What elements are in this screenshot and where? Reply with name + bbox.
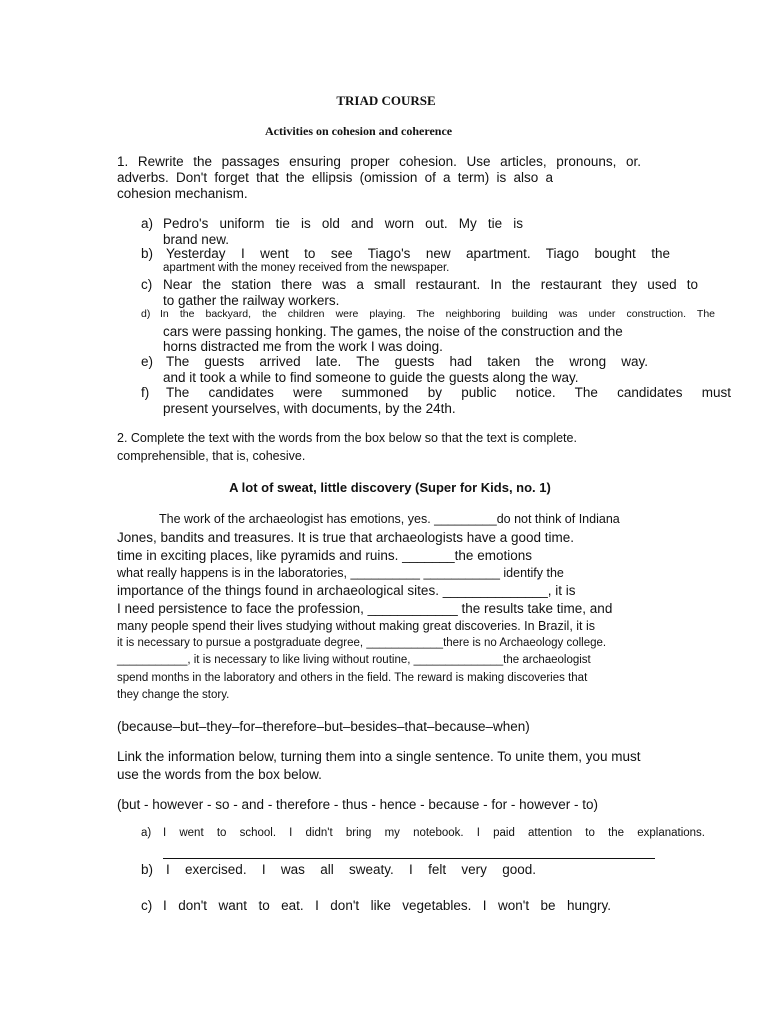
item-text: and it took a while to find someone to guide the guests along the way. <box>163 370 579 385</box>
item-text: to gather the railway workers. <box>163 293 340 308</box>
item-text: present yourselves, with documents, by the 24th. <box>163 401 456 416</box>
item-text: Near the station there was a small restaurant. In the restaurant they used to <box>163 277 698 292</box>
passage-line: I need persistence to face the profession, ____________ the results take time, and <box>117 601 613 616</box>
item-label: b) <box>141 862 154 877</box>
exercise3-word-box: (but - however - so - and - therefore - thus - hence - because - for - however - to) <box>117 797 598 812</box>
document-subtitle: Activities on cohesion and coherence <box>265 124 453 138</box>
item-text: brand new. <box>163 232 230 247</box>
item-label: b) <box>141 246 154 261</box>
item-label: f) <box>141 385 150 400</box>
item-label: c) <box>141 898 153 913</box>
item-text: cars were passing honking. The games, the noise of the construction and the <box>163 324 623 339</box>
passage-line: it is necessary to pursue a postgraduate degree, ____________there is no Archaeology college. <box>117 637 607 649</box>
item-text: I went to school. I didn't bring my notebook. I paid attention to the explanations. <box>163 827 705 839</box>
item-label: d) <box>141 308 151 320</box>
exercise3-instructions-line-1: Link the information below, turning them into a single sentence. To unite them, you must <box>117 749 641 764</box>
exercise1-instructions-line-1: 1. Rewrite the passages ensuring proper cohesion. Use articles, pronouns, or. <box>117 154 641 169</box>
exercise3-instructions-line-2: use the words from the box below. <box>117 767 322 782</box>
item-text: The candidates were summoned by public notice. The candidates must <box>166 385 731 400</box>
passage-line: they change the story. <box>117 689 230 701</box>
item-text: In the backyard, the children were playing. The neighboring building was under construction. The <box>160 308 715 320</box>
passage-line: Jones, bandits and treasures. It is true that archaeologists have a good time. <box>117 530 575 545</box>
item-text: horns distracted me from the work I was doing. <box>163 339 443 354</box>
passage-line: importance of the things found in archaeological sites. ______________, it is <box>117 583 576 598</box>
passage-line: time in exciting places, like pyramids and ruins. _______the emotions <box>117 548 532 563</box>
item-text: I exercised. I was all sweaty. I felt very good. <box>166 862 536 877</box>
item-label: a) <box>141 216 154 231</box>
item-text: Yesterday I went to see Tiago's new apartment. Tiago bought the <box>166 246 670 261</box>
item-label: a) <box>141 827 152 839</box>
item-text: I don't want to eat. I don't like vegetables. I won't be hungry. <box>163 898 611 913</box>
passage-line: many people spend their lives studying without making great discoveries. In Brazil, it is <box>117 619 596 633</box>
exercise1-instructions-line-2: adverbs. Don't forget that the ellipsis (omission of a term) is also a <box>117 170 553 185</box>
exercise2-instructions-line-1: 2. Complete the text with the words from the box below so that the text is complete. <box>117 431 577 445</box>
passage-line: spend months in the laboratory and others in the field. The reward is making discoveries that <box>117 672 588 684</box>
answer-line <box>163 858 655 859</box>
exercise2-word-box: (because–but–they–for–therefore–but–besides–that–because–when) <box>117 719 530 734</box>
document-title: TRIAD COURSE <box>336 93 436 108</box>
item-label: c) <box>141 277 153 292</box>
passage-line: The work of the archaeologist has emotions, yes. _________do not think of Indiana <box>159 512 620 526</box>
exercise1-instructions-line-3: cohesion mechanism. <box>117 186 248 201</box>
item-text: apartment with the money received from the newspaper. <box>163 262 450 274</box>
exercise2-instructions-line-2: comprehensible, that is, cohesive. <box>117 449 306 463</box>
passage-line: what really happens is in the laboratories, __________ ___________ identify the <box>117 566 564 580</box>
item-label: e) <box>141 354 154 369</box>
item-text: Pedro's uniform tie is old and worn out. My tie is <box>163 216 523 231</box>
item-text: The guests arrived late. The guests had taken the wrong way. <box>166 354 648 369</box>
passage-heading: A lot of sweat, little discovery (Super for Kids, no. 1) <box>229 480 551 495</box>
passage-line: ___________, it is necessary to like living without routine, ______________the archaeologist <box>117 654 591 666</box>
